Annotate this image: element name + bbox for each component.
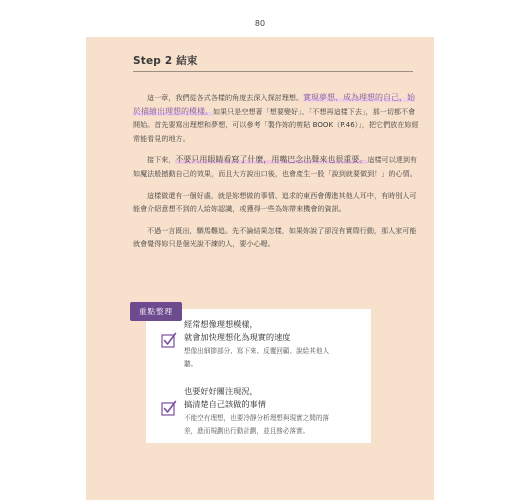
summary-desc-2-line-1: 不能空有理想，也要冷靜分析理想與現實之間的落 xyxy=(184,414,330,422)
checkbox-checked-icon xyxy=(161,400,177,416)
p1-rest: 如果只是空想著「想要變好」、「不想再這樣下去」，那一切都不會開始。首先要寫出理想和夢想，可以參考「製作妳的剪貼 BOOK（P.46）」，把它們放在妳經常能看見的地方。 xyxy=(133,106,419,143)
summary-desc-2 xyxy=(184,412,362,438)
page-number: 80 xyxy=(254,19,266,28)
summary-card-2 xyxy=(146,377,371,443)
summary-title-1 xyxy=(184,318,364,343)
summary-desc-1 xyxy=(184,345,362,371)
p2-lead: 接下來， xyxy=(147,155,176,165)
summary-tag: 重點整理 xyxy=(130,302,182,321)
heading-divider xyxy=(133,71,413,72)
summary-desc-1-line-2: 聽。 xyxy=(184,360,198,368)
summary-title-1-line-1: 經常想像理想模樣， xyxy=(184,319,258,329)
p1-lead: 這一章，我們從各式各樣的角度去深入探討理想。 xyxy=(147,93,304,102)
summary-desc-1-line-1: 想像出細節部分、寫下來、反覆回顧、說給其他人 xyxy=(184,347,330,355)
p2-rest: 這樣可以達到有如魔法般撼動自己的效果，而且大方說出口後，也會產生一股「說到就要做到！」的心情。 xyxy=(133,155,418,178)
paragraph-2 xyxy=(133,153,419,180)
paragraph-1 xyxy=(133,91,419,145)
checkbox-checked-icon xyxy=(161,332,177,348)
summary-title-1-line-2: 就會加快理想化為現實的速度 xyxy=(184,331,291,342)
summary-title-2-line-2: 搞清楚自己該做的事情 xyxy=(184,398,266,409)
summary-title-2 xyxy=(184,385,364,410)
step-heading: Step 2 結束 xyxy=(133,55,198,67)
summary-title-2-line-1: 也要好好關注現況， xyxy=(184,386,258,396)
p2-highlight: 不要只用眼睛看寫了什麼，用嘴巴念出聲來也很重要。 xyxy=(175,155,368,165)
content-panel xyxy=(86,37,434,500)
p1-highlight: 實現夢想、成為理想的自己，始於描繪出理想的模樣。 xyxy=(133,93,416,116)
paragraph-4: 不過一言既出，駟馬難追。先不論結果怎樣，如果妳說了卻沒有實際行動，那人家可能就會覺得妳只是個光說不練的人，要小心喔。 xyxy=(133,225,417,249)
summary-desc-2-line-2: 差，進而規劃出行動計劃，並且務必落實。 xyxy=(184,427,310,435)
paragraph-3: 這樣做還有一個好處，就是妳想做的事情、追求的東西會傳進其他人耳中，有時別人可能會介紹意想不到的人給妳認識，或獲得一些為妳帶來機會的資訊。 xyxy=(133,190,417,214)
body-text xyxy=(133,91,419,259)
